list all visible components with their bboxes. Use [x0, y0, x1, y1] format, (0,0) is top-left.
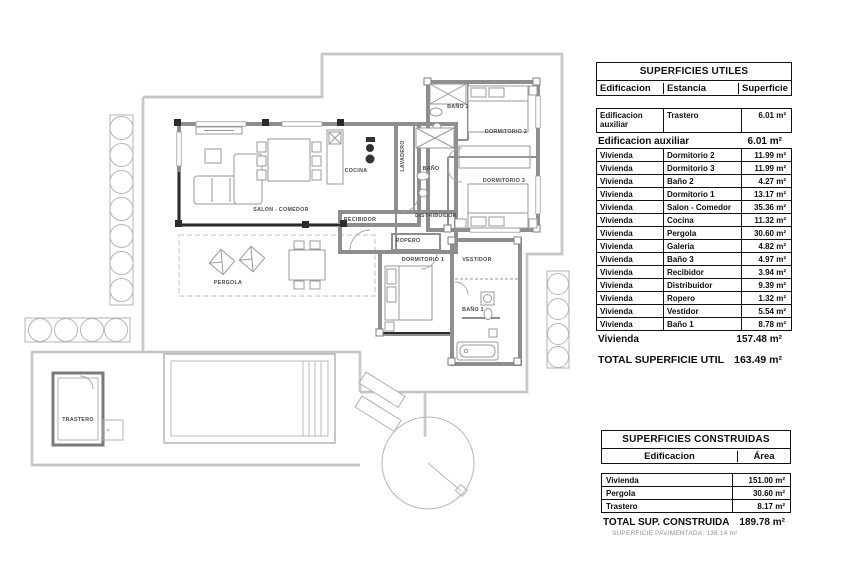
room-label-bano-1: BAÑO 1: [462, 307, 484, 313]
cell-estancia: Baño 1: [664, 318, 742, 330]
utiles-title: SUPERFICIES UTILES: [596, 62, 792, 81]
table-row: [596, 148, 792, 162]
cell-edificacion: Vivienda: [597, 149, 664, 161]
superficies-construidas-table: [601, 430, 791, 530]
room-label-pergola: PERGOLA: [213, 280, 243, 286]
room-label-dormitorio-2: DORMITORIO 2: [484, 129, 528, 135]
cell-edificacion: Vivienda: [597, 292, 664, 304]
cell-superficie: 8.78 m²: [758, 319, 786, 329]
subtotal-aux: [596, 133, 792, 149]
cell-superficie: 11.99 m²: [754, 163, 786, 173]
sofa: [194, 154, 262, 204]
cell-estancia: Cocina: [664, 214, 742, 226]
table-row: [596, 239, 792, 253]
cell-estancia: Baño 2: [664, 175, 742, 187]
cell-area: 8.17 m²: [732, 500, 790, 512]
room-label-dormitorio-1: DORMITORIO 1: [401, 257, 445, 263]
table-row-aux: [596, 108, 792, 133]
cell-edificacion: Vivienda: [597, 162, 664, 174]
cell-superficie: 5.54 m²: [758, 306, 786, 316]
room-label-ropero: ROPERO: [395, 238, 421, 244]
utiles-header-edificacion: Edificacion: [597, 83, 664, 94]
room-label-lavadero: LAVADERO: [400, 140, 406, 172]
cell-superficie: 4.97 m²: [758, 254, 786, 264]
table-row: [601, 499, 791, 513]
room-label-vestidor: VESTIDOR: [462, 257, 492, 263]
cell-edificacion: Vivienda: [597, 214, 664, 226]
table-row: [601, 473, 791, 487]
total-util-label: TOTAL SUPERFICIE UTIL: [598, 354, 725, 366]
room-label-bano-2: BAÑO 2: [447, 104, 469, 110]
total-superficie-util: [596, 347, 792, 368]
cell-superficie: 6.01 m²: [758, 111, 786, 120]
closet-shared: [459, 146, 530, 168]
cell-edificacion: Vivienda: [597, 175, 664, 187]
cell-edificacion: Vivienda: [606, 475, 639, 485]
cell-estancia: Salon - Comedor: [664, 201, 742, 213]
cell-edificacion: Vivienda: [597, 188, 664, 200]
cell-superficie: 9.39 m²: [758, 280, 786, 290]
cell-edificacion: Vivienda: [597, 318, 664, 330]
cell-superficie: 11.99 m²: [754, 150, 786, 160]
utiles-header-superficie: Superficie: [742, 82, 788, 94]
cell-estancia: Vestidor: [664, 305, 742, 317]
sink-bano-3: [417, 172, 429, 180]
utiles-header-estancia: Estancia: [664, 83, 739, 94]
table-row: [596, 291, 792, 305]
superficies-utiles-table: [596, 62, 792, 368]
cell-superficie: 3.94 m²: [758, 267, 786, 277]
bed-dormitorio-3: [455, 184, 537, 228]
subtotal-vivienda-value: 157.48 m²: [736, 334, 782, 345]
subtotal-aux-label: Edificacion auxiliar: [598, 136, 690, 147]
cell-estancia: Pergola: [664, 227, 742, 239]
cell-superficie: 35.36 m²: [753, 202, 786, 212]
cell-edificacion: Trastero: [606, 501, 638, 511]
utiles-header-row: [596, 81, 792, 96]
cell-estancia: Dormitorio 2: [664, 149, 742, 161]
table-row: [596, 161, 792, 175]
pergola-table: [289, 241, 325, 289]
sink-bano-2: [430, 108, 442, 116]
trastero-building: [53, 373, 123, 445]
total-construida-label: TOTAL SUP. CONSTRUIDA: [603, 517, 730, 528]
cell-estancia: Distribuidor: [664, 279, 742, 291]
cell-edificacion: Vivienda: [597, 240, 664, 252]
table-row: [596, 304, 792, 318]
cell-area: 151.00 m²: [732, 474, 790, 486]
sink-bano-1: [481, 292, 494, 305]
subtotal-vivienda-label: Vivienda: [598, 334, 639, 345]
cell-estancia: Dormitorio 1: [664, 188, 742, 200]
pergola-area: [179, 235, 375, 296]
cell-edificacion: Vivienda: [597, 279, 664, 291]
cell-edificacion: Vivienda: [597, 266, 664, 278]
round-feature: [382, 417, 474, 509]
room-label-salon-comedor: SALON - COMEDOR: [253, 207, 309, 213]
cell-superficie: 4.82 m²: [758, 241, 786, 251]
cell-estancia: Ropero: [664, 292, 742, 304]
cell-edificacion: Vivienda: [597, 253, 664, 265]
toilet-bano-3: [419, 189, 427, 197]
total-construida-value: 189.78 m²: [739, 517, 785, 528]
cell-edificacion: Pergola: [606, 488, 636, 498]
table-row: [596, 252, 792, 266]
cell-superficie: 13.17 m²: [753, 189, 786, 199]
cell-estancia: Recibidor: [664, 266, 742, 278]
table-row: [601, 486, 791, 500]
bed-dormitorio-1: [385, 266, 432, 331]
construidas-header-edificacion: Edificacion: [644, 450, 695, 462]
table-row: [596, 213, 792, 227]
total-util-value: 163.49 m²: [734, 354, 782, 366]
construidas-header-row: [601, 449, 791, 464]
room-label-distribuidor: DISTRIBUIDOR: [415, 213, 457, 219]
room-label-cocina: COCINA: [344, 168, 368, 174]
cell-estancia: Trastero: [664, 109, 742, 132]
room-label-dormitorio-3: DORMITORIO 3: [482, 178, 526, 184]
cell-superficie: 11.32 m²: [754, 215, 786, 225]
cell-area: 30.60 m²: [732, 487, 790, 499]
bathtub-bano-1: [457, 342, 498, 360]
total-construida: [601, 513, 791, 530]
pergola-chair: [209, 249, 234, 274]
subtotal-vivienda: [596, 331, 792, 347]
cell-superficie: 4.27 m²: [758, 176, 786, 186]
pergola-chair: [239, 246, 264, 271]
kitchen-island: [327, 130, 343, 184]
room-label-recibidor: RECIBIDOR: [343, 217, 377, 223]
room-label-bano: BAÑO: [422, 166, 440, 172]
fixture-bano-1: [489, 329, 497, 337]
swimming-pool: [164, 354, 335, 443]
table-row: [596, 278, 792, 292]
shower-bano-2: [430, 84, 466, 104]
construidas-rows: [601, 473, 791, 513]
subtotal-aux-value: 6.01 m²: [747, 136, 782, 147]
cell-estancia: Galeria: [664, 240, 742, 252]
table-row: [596, 187, 792, 201]
kitchen-sink: [366, 137, 376, 164]
cell-edificacion: Edificacion auxiliar: [597, 109, 664, 132]
cell-superficie: 30.60 m²: [753, 228, 786, 238]
cell-superficie: 1.32 m²: [758, 293, 786, 303]
table-row: [596, 265, 792, 279]
paved-surface-footnote: SUPERFICIE PAVIMENTADA: 136.14 m²: [612, 530, 738, 537]
wall-art: [205, 149, 221, 163]
table-row: [596, 226, 792, 240]
toilet-bano-1: [484, 309, 492, 320]
tv-cabinet: [196, 127, 242, 134]
table-row: [596, 174, 792, 188]
cell-estancia: Baño 3: [664, 253, 742, 265]
construidas-title: SUPERFICIES CONSTRUIDAS: [601, 430, 791, 449]
shower-bano-3: [416, 128, 454, 148]
cell-estancia: Dormitorio 3: [664, 162, 742, 174]
dining-table: [257, 139, 321, 181]
cell-edificacion: Vivienda: [597, 227, 664, 239]
cell-edificacion: Vivienda: [597, 201, 664, 213]
construidas-header-area: Área: [737, 451, 790, 462]
sun-loungers: [355, 372, 405, 431]
room-label-trastero: TRASTERO: [62, 417, 94, 423]
table-row: [596, 200, 792, 214]
table-row: [596, 317, 792, 331]
cell-edificacion: Vivienda: [597, 305, 664, 317]
utiles-rows: [596, 148, 792, 331]
